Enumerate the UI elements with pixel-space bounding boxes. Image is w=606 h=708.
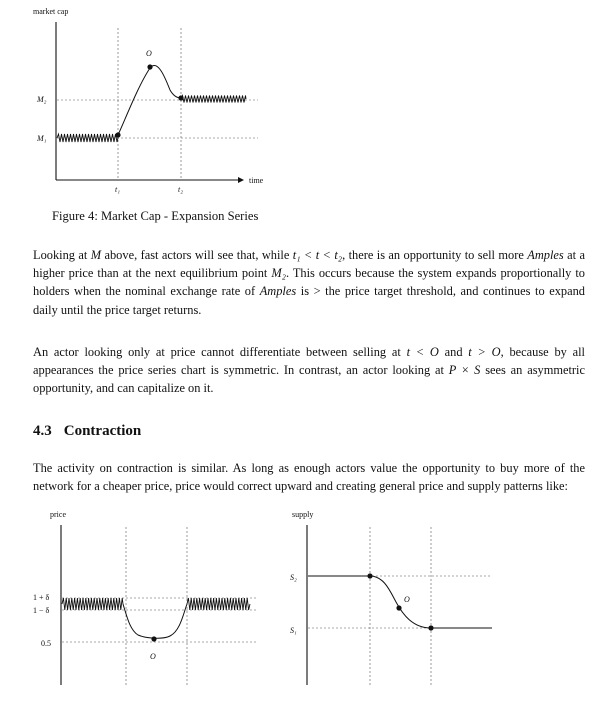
t2-tick-label: t₂ xyxy=(178,185,184,194)
price-half-tick: 0.5 xyxy=(41,639,51,648)
supply-start-point xyxy=(367,573,372,578)
price-upper-tick: 1 + δ xyxy=(33,593,50,602)
figure-price-chart xyxy=(0,505,300,705)
t1-point xyxy=(115,132,120,137)
t2-point xyxy=(178,95,183,100)
paragraph-expansion: Looking at M above, fast actors will see that, while t₁ < t < t₂, there is an opportunity to sell more Amples at a higher price than at the next equilibrium point M₂. This occurs because the system expands proportionally to holders when the nominal exchange rate of Amples is > the price target threshold, and continues to expand daily until the price target returns. xyxy=(33,248,586,317)
s1-tick-label: S₁ xyxy=(290,626,297,635)
price-lower-tick: 1 − δ xyxy=(33,606,50,615)
price-trough-curve xyxy=(123,604,187,638)
supply-curve xyxy=(308,576,492,628)
supply-o-label: O xyxy=(404,595,410,604)
paragraph-asymmetry: An actor looking only at price cannot differentiate between selling at t < O and t > O, because by all appearances the price series chart is symmetric. In contrast, an actor looking at P × S sees an asymmetric opportunity, and can capitalize on it. xyxy=(33,345,585,396)
price-axis-label: price xyxy=(50,510,66,519)
price-left-oscillation xyxy=(62,598,123,610)
m1-tick-label: M₁ xyxy=(37,134,47,143)
price-right-oscillation xyxy=(187,598,250,610)
t1-tick-label: t₁ xyxy=(115,185,121,194)
paragraph-contraction: The activity on contraction is similar. As long as enough actors value the opportunity to buy more of the network for a cheaper price, price would correct upward and creating general price and supply patterns like: xyxy=(33,461,585,494)
supply-axis-label: supply xyxy=(292,510,314,519)
supply-end-point xyxy=(428,625,433,630)
peak-o-label: O xyxy=(146,49,152,58)
trough-point xyxy=(151,636,156,641)
peak-point xyxy=(147,64,152,69)
figure-caption: Figure 4: Market Cap - Expansion Series xyxy=(52,209,259,223)
market-cap-axis-label: market cap xyxy=(33,7,69,16)
x-axis-arrow xyxy=(238,177,244,183)
figure-supply-chart xyxy=(280,505,606,705)
figure-market-cap xyxy=(0,0,606,205)
s2-tick-label: S₂ xyxy=(290,573,297,582)
supply-mid-point xyxy=(396,605,401,610)
time-axis-label: time xyxy=(249,176,264,185)
section-heading: 4.3 Contraction xyxy=(33,423,142,439)
trough-o-label: O xyxy=(150,652,156,661)
m2-tick-label: M₂ xyxy=(37,95,47,104)
m2-oscillation xyxy=(181,96,246,103)
